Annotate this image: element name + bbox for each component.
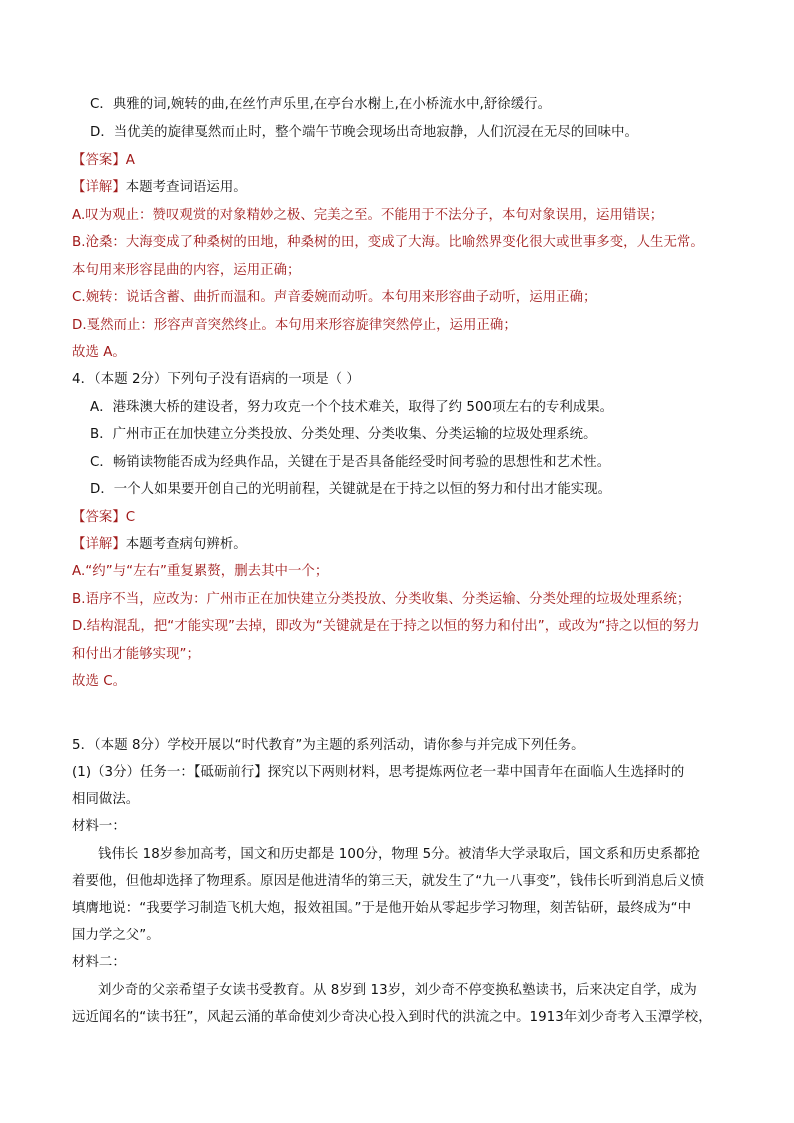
q3-answer: 【答案】A xyxy=(72,153,135,168)
q3-detail-heading xyxy=(72,178,732,198)
detail-tag: 【详解】 xyxy=(72,537,126,552)
q3-explain-a: A.叹为观止：赞叹观赏的对象精妙之极、完美之至。不能用于不法分子，本句对象误用，运用错误； xyxy=(72,208,664,223)
q4-explain-d1: D.结构混乱，把“才能实现”去掉，即改为“关键就是在于持之以恒的努力和付出”，或改为“持之以恒的努力 xyxy=(72,619,700,634)
q4-answer: 【答案】C xyxy=(72,510,136,525)
q3-conclusion: 故选 A。 xyxy=(72,345,126,360)
q4-option-d: D．一个人如果要开创自己的光明前程，关键就是在于持之以恒的努力和付出才能实现。 xyxy=(90,482,612,497)
q4-explain-a: A.“约”与“左右”重复累赘，删去其中一个； xyxy=(72,564,329,579)
detail-tag: 【详解】 xyxy=(72,180,126,195)
q5-material1-p4: 国力学之父”。 xyxy=(72,928,160,943)
q5-material1-p3: 填膺地说：“我要学习制造飞机大炮，报效祖国。”于是他开始从零起步学习物理，刻苦钻研，最终成为“中 xyxy=(72,901,692,916)
q3-explain-b1: B.沧桑：大海变成了种桑树的田地，种桑树的田，变成了大海。比喻然界变化很大或世事多变，人生无常。 xyxy=(72,235,704,250)
q5-material2-label: 材料二： xyxy=(72,955,126,970)
q5-material2-p1: 刘少奇的父亲希望子女读书受教育。从 8岁到 13岁，刘少奇不停变换私塾读书，后来决定自学，成为 xyxy=(98,983,697,998)
q3-option-d: D．当优美的旋律戛然而止时，整个端午节晚会现场出奇地寂静，人们沉浸在无尽的回味中。 xyxy=(90,125,638,140)
q3-detail-text: 本题考查词语运用。 xyxy=(125,180,247,195)
q4-option-b: B．广州市正在加快建立分类投放、分类处理、分类收集、分类运输的垃圾处理系统。 xyxy=(90,427,597,442)
q4-explain-d2: 和付出才能够实现”； xyxy=(72,647,200,662)
q5-stem: 5．（本题 8分）学校开展以“时代教育”为主题的系列活动，请你参与并完成下列任务。 xyxy=(72,738,585,753)
q4-explain-b: B.语序不当，应改为：广州市正在加快建立分类投放、分类收集、分类运输、分类处理的垃圾处理系统； xyxy=(72,592,691,607)
q5-material2-p2: 远近闻名的“读书狂”，风起云涌的革命使刘少奇决心投入到时代的洪流之中。1913年刘少奇考入玉潭学校， xyxy=(72,1010,712,1025)
q3-option-c: C．典雅的词,婉转的曲,在丝竹声乐里,在亭台水榭上,在小桥流水中,舒徐缓行。 xyxy=(90,97,552,112)
q5-material1-p2: 着要他，但他却选择了物理系。原因是他进清华的第三天，就发生了“九一八事变”，钱伟长听到消息后义愤 xyxy=(72,874,705,889)
q4-conclusion: 故选 C。 xyxy=(72,674,127,689)
q5-material1-label: 材料一： xyxy=(72,819,126,834)
q5-material1-p1: 钱伟长 18岁参加高考，国文和历史都是 100分，物理 5分。被清华大学录取后，国文系和历史系都抢 xyxy=(98,847,700,862)
q3-explain-c: C.婉转：说话含蓄、曲折而温和。声音委婉而动听。本句用来形容曲子动听，运用正确； xyxy=(72,290,597,305)
q4-detail-heading xyxy=(72,535,732,555)
q4-option-c: C．畅销读物能否成为经典作品，关键在于是否具备能经受时间考验的思想性和艺术性。 xyxy=(90,455,611,470)
q4-stem: 4．（本题 2分）下列句子没有语病的一项是（ ） xyxy=(72,372,360,387)
q5-task1-line1: (1)（3分）任务一：【砥砺前行】探究以下两则材料，思考提炼两位老一辈中国青年在面临人生选择时的 xyxy=(72,765,685,780)
q4-detail-text: 本题考查病句辨析。 xyxy=(125,537,247,552)
q3-explain-d: D.戛然而止：形容声音突然终止。本句用来形容旋律突然停止，运用正确； xyxy=(72,318,517,333)
q3-explain-b2: 本句用来形容昆曲的内容，运用正确； xyxy=(72,263,301,278)
q4-option-a: A．港珠澳大桥的建设者，努力攻克一个个技术难关，取得了约 500项左右的专利成果。 xyxy=(90,400,614,415)
q5-task1-line2: 相同做法。 xyxy=(72,792,140,807)
